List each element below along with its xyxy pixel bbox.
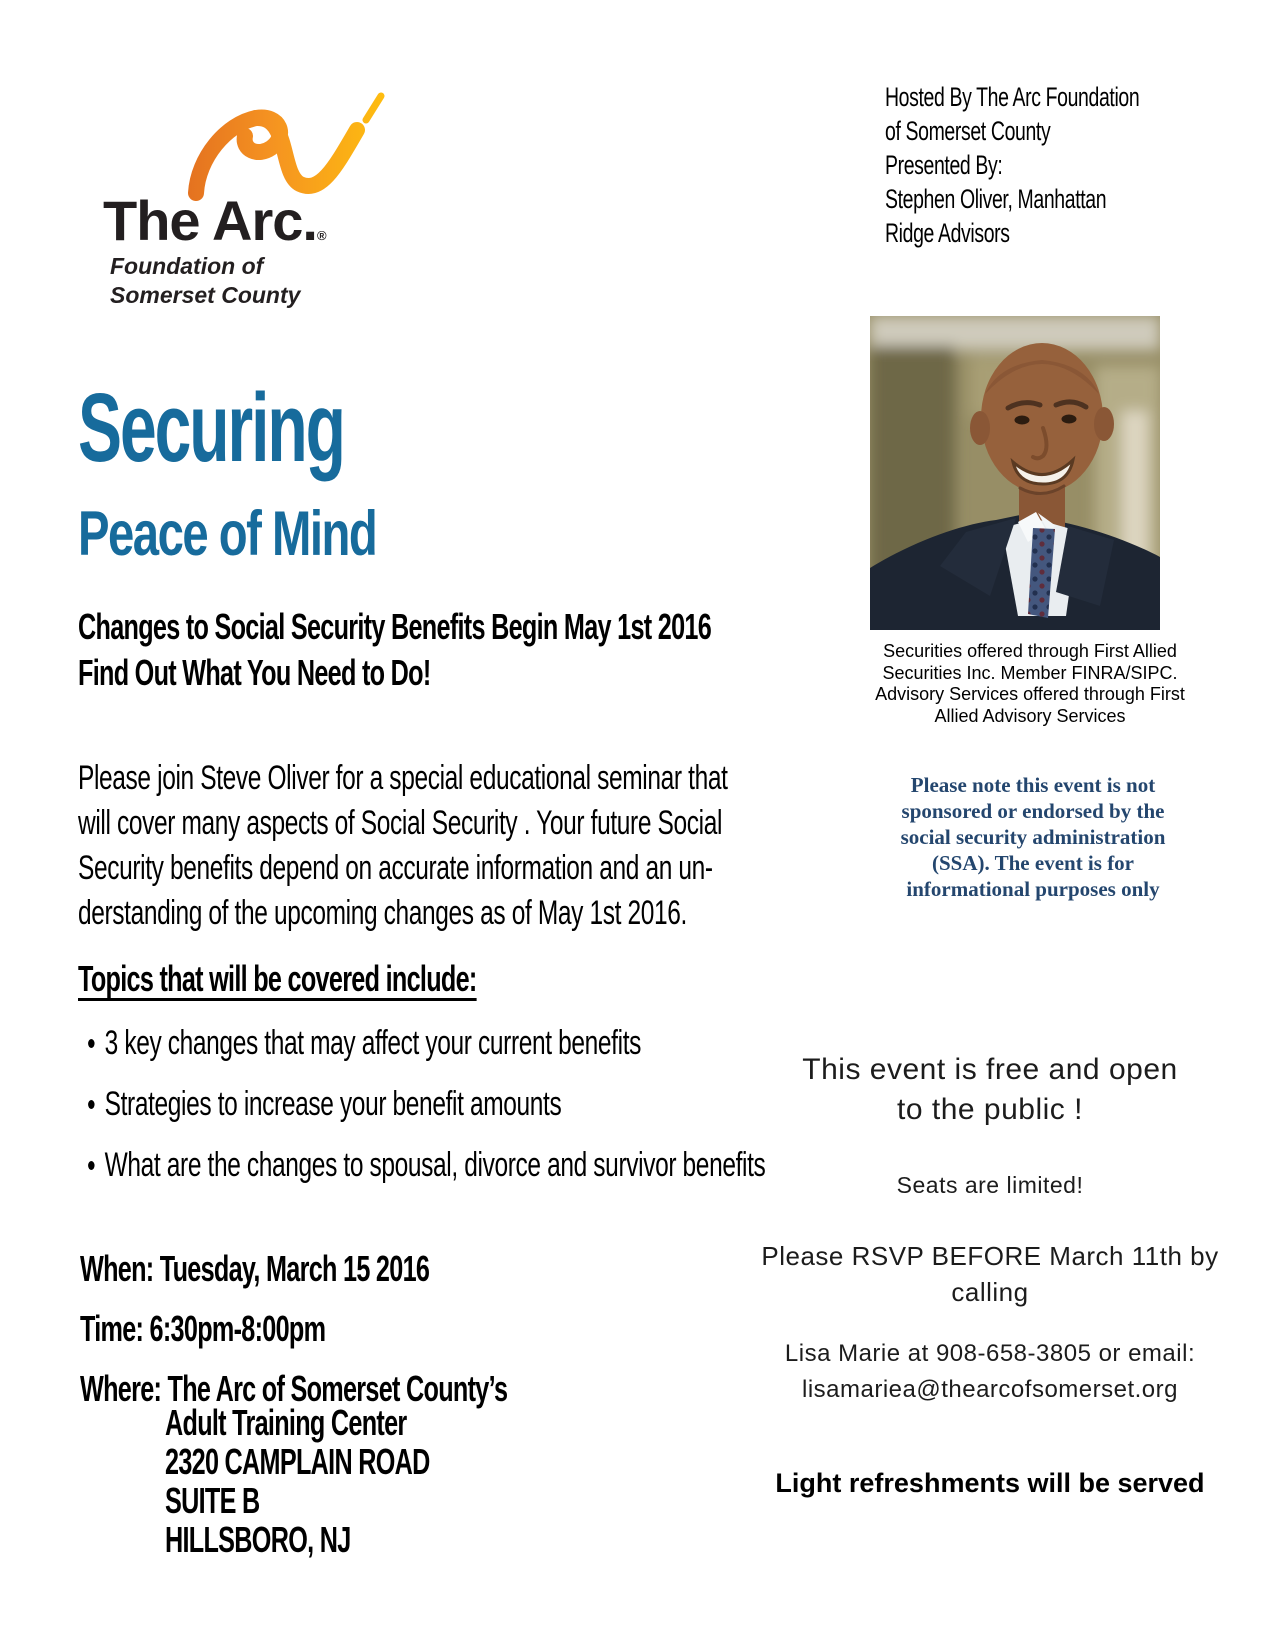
hosted-line: Hosted By The Arc Foundation: [885, 82, 1140, 112]
address-line: HILLSBORO, NJ: [165, 1519, 351, 1560]
securities-caption: [828, 641, 1232, 727]
contact-info: [750, 1336, 1230, 1408]
logo-wordmark: The Arc.®: [103, 189, 326, 252]
venue-address: [165, 1403, 543, 1559]
subhead-line: Changes to Social Security Benefits Begin May 1st 2016: [78, 606, 712, 647]
free-event-text: [760, 1050, 1220, 1130]
topic-item: 3 key changes that may affect your current benefits: [78, 1022, 781, 1064]
hosted-line: Presented By:: [885, 150, 1003, 180]
subhead-line: Find Out What You Need to Do!: [78, 652, 431, 693]
time-line: Time: 6:30pm-8:00pm: [80, 1308, 326, 1349]
topics-heading: Topics that will be covered include:: [78, 958, 477, 999]
presenter-photo: [870, 316, 1160, 630]
intro-line: Please join Steve Oliver for a special educational seminar that: [78, 759, 728, 797]
intro-line: will cover many aspects of Social Security . Your future Social: [78, 804, 723, 842]
caption-line: Allied Advisory Services: [934, 705, 1126, 726]
address-line: SUITE B: [165, 1480, 260, 1521]
intro-line: derstanding of the upcoming changes as of May 1st 2016.: [78, 894, 687, 932]
logo-subtitle: Foundation of Somerset County: [110, 253, 301, 308]
free-event-line: This event is free and open: [802, 1053, 1178, 1086]
contact-line: Lisa Marie at 908-658-3805 or email:: [784, 1340, 1196, 1367]
disclaimer-line: Please note this event is not: [910, 773, 1156, 797]
topic-item: What are the changes to spousal, divorce and survivor benefits: [78, 1144, 781, 1186]
intro-line: Security benefits depend on accurate information and an un-: [78, 849, 713, 887]
where-line: Where: The Arc of Somerset County’s: [80, 1368, 508, 1409]
rsvp-line: calling: [951, 1277, 1029, 1307]
refreshments-text: Light refreshments will be served: [775, 1468, 1205, 1498]
topic-item: Strategies to increase your benefit amounts: [78, 1083, 781, 1125]
hosted-line: of Somerset County: [885, 116, 1051, 146]
seats-limited-text: Seats are limited!: [896, 1172, 1084, 1198]
disclaimer-line: social security administration: [900, 825, 1166, 849]
headline-securing: Securing: [78, 373, 344, 482]
free-event-line: to the public !: [897, 1093, 1083, 1126]
address-line: Adult Training Center: [165, 1402, 407, 1443]
rsvp-instructions: [750, 1238, 1230, 1310]
contact-line: lisamariea@thearcofsomerset.org: [801, 1376, 1178, 1403]
disclaimer-line: (SSA). The event is for: [931, 851, 1135, 875]
hosted-line: Stephen Oliver, Manhattan: [885, 184, 1107, 214]
disclaimer-line: informational purposes only: [906, 877, 1160, 901]
headline-peace-of-mind: Peace of Mind: [78, 499, 377, 569]
caption-line: Advisory Services offered through First: [875, 684, 1185, 704]
address-line: 2320 CAMPLAIN ROAD: [165, 1441, 430, 1482]
when-line: When: Tuesday, March 15 2016: [80, 1248, 430, 1289]
disclaimer-line: sponsored or endorsed by the: [901, 799, 1165, 823]
caption-line: Securities Inc. Member FINRA/SIPC.: [882, 662, 1178, 683]
registered-mark: ®: [316, 228, 326, 243]
hosted-by-block: [885, 80, 1238, 250]
ssa-disclaimer: [828, 772, 1238, 902]
caption-line: Securities offered through First Allied: [883, 641, 1177, 661]
rsvp-line: Please RSVP BEFORE March 11th by: [761, 1241, 1219, 1271]
hosted-line: Ridge Advisors: [885, 218, 1010, 248]
